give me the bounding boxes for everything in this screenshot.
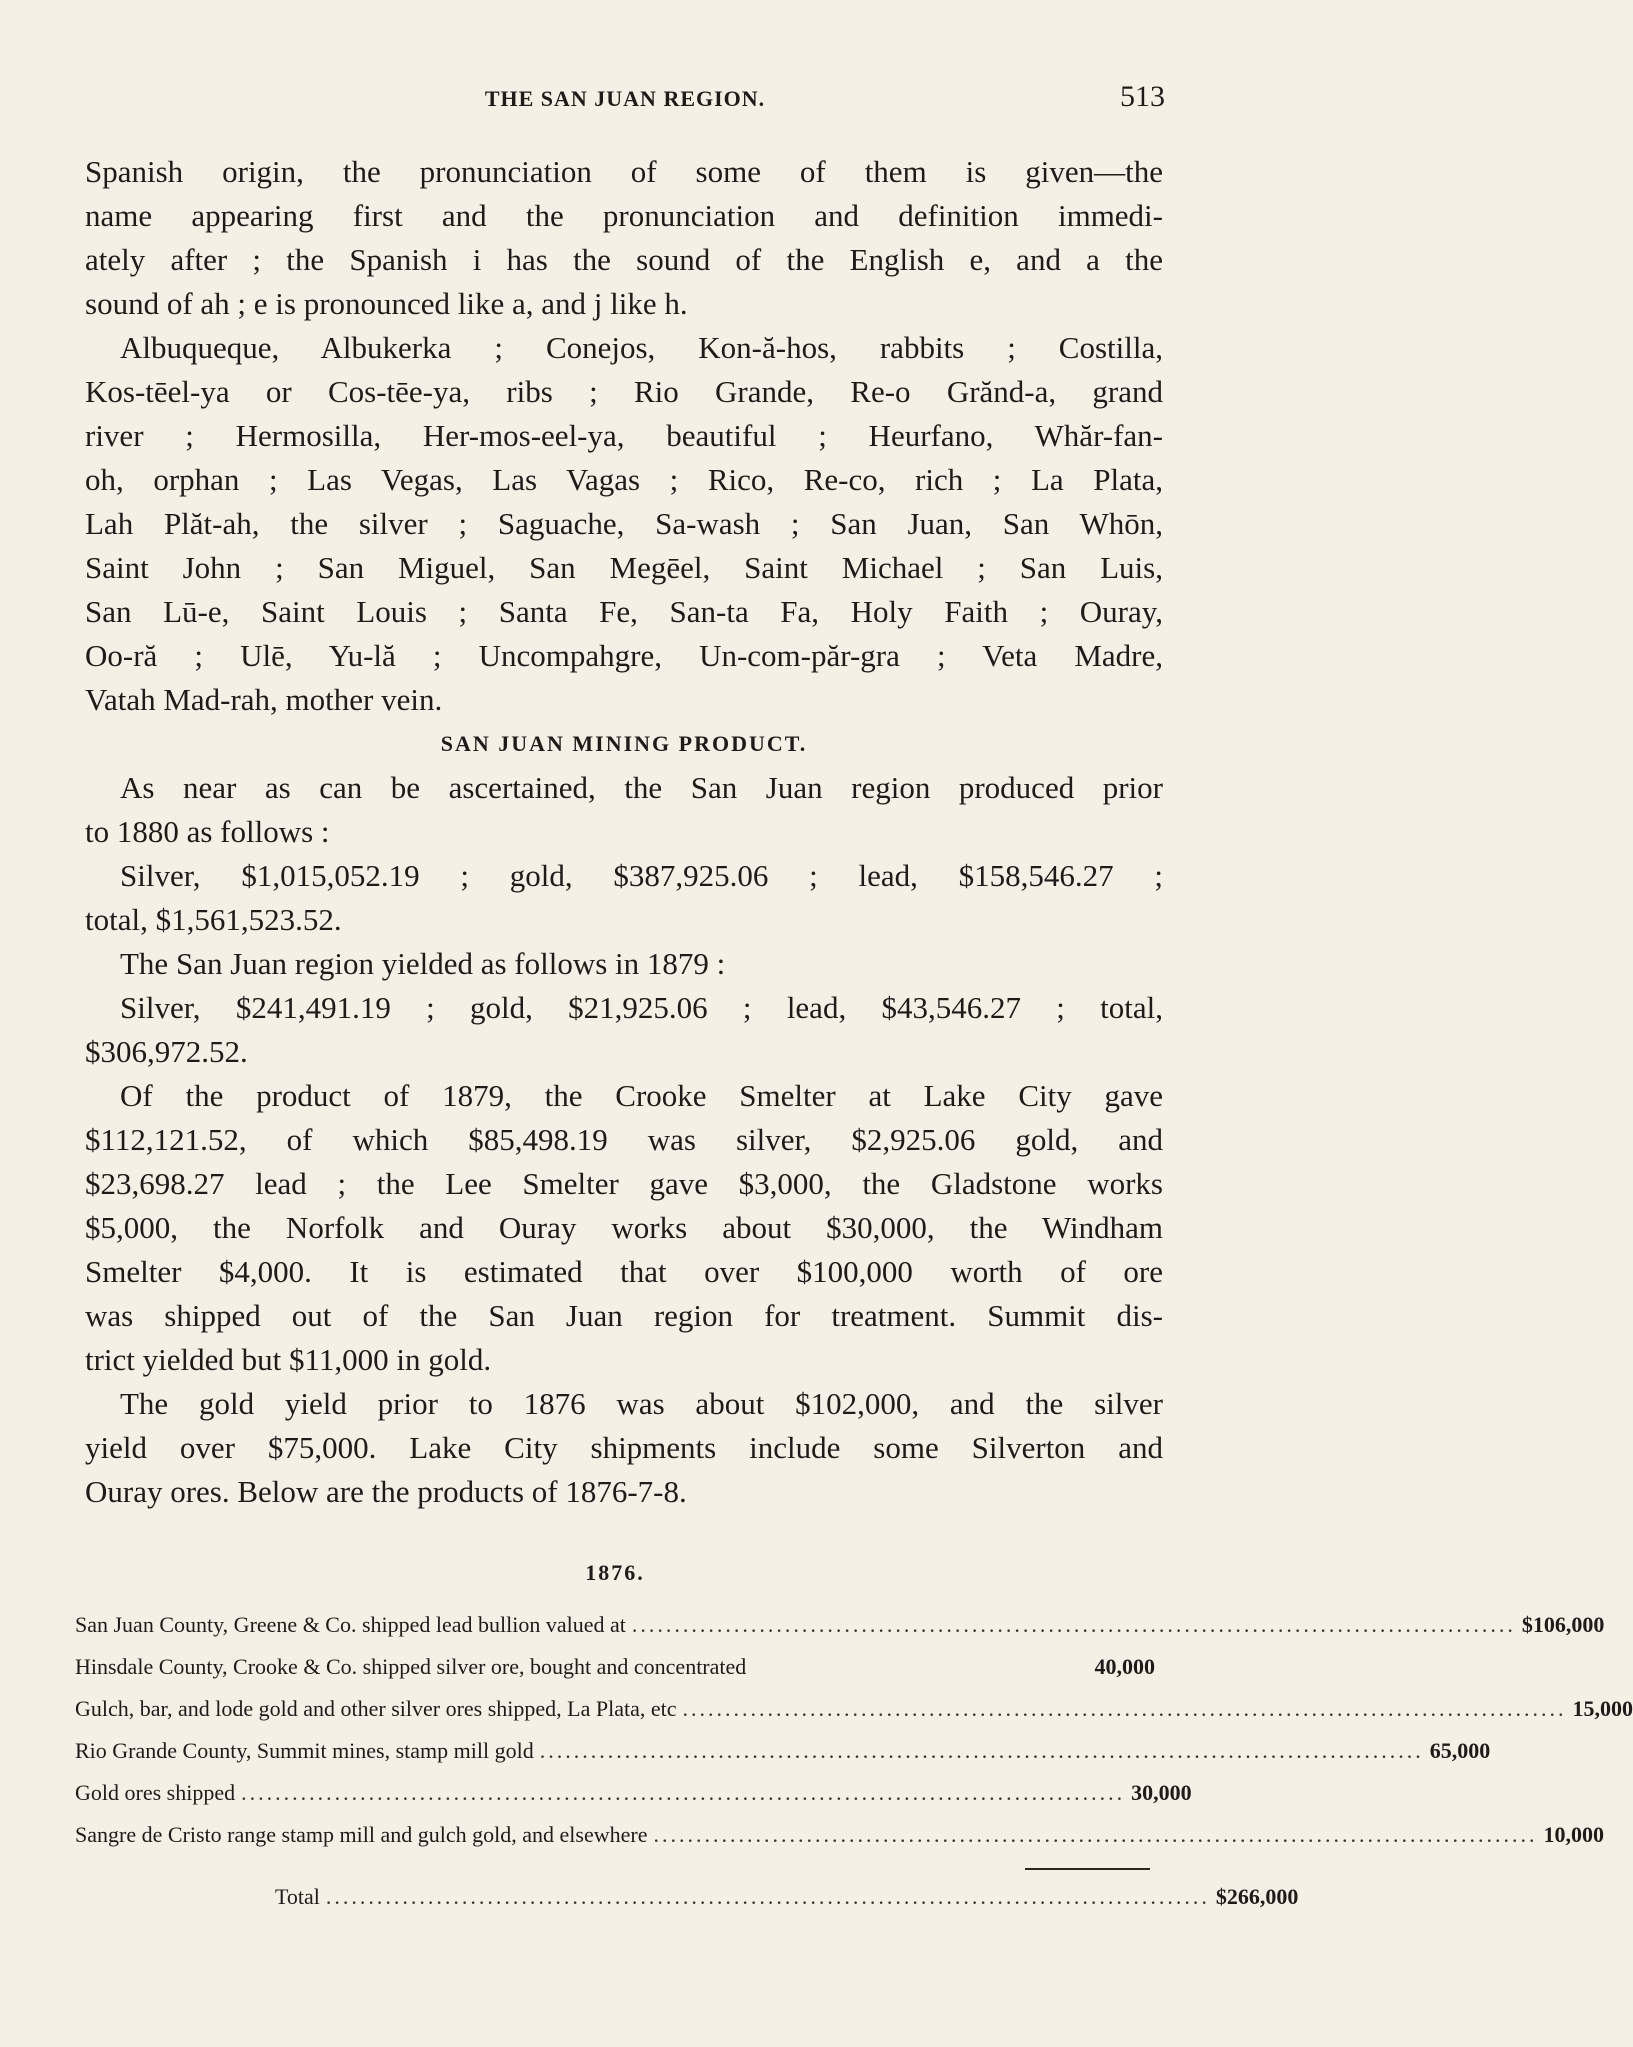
table-total-row: [75, 1884, 1299, 1926]
table-row: [75, 1654, 1155, 1696]
table-row: [75, 1738, 1491, 1780]
text-line: Of the product of 1879, the Crooke Smelter at Lake City gave: [120, 1078, 1163, 1113]
text-line: Smelter $4,000. It is estimated that over $100,000 worth of ore: [85, 1254, 1163, 1289]
dot-leader: ........................................................................................................: [325, 1884, 1210, 1909]
dot-leader: ........................................................................................................: [539, 1738, 1424, 1763]
running-title: THE SAN JUAN REGION.: [484, 86, 766, 111]
text-line: $112,121.52, of which $85,498.19 was silver, $2,925.06 gold, and: [85, 1122, 1163, 1157]
text-line: ately after ; the Spanish i has the sound of the English e, and a the: [85, 242, 1163, 277]
total-rule: [1025, 1868, 1150, 1870]
table-year-heading: 1876.: [585, 1560, 645, 1585]
row-label: San Juan County, Greene & Co. shipped lead bullion valued at: [75, 1612, 626, 1637]
dot-leader: ........................................................................................................: [653, 1822, 1538, 1847]
row-label: Hinsdale County, Crooke & Co. shipped silver ore, bought and concentrated: [75, 1654, 747, 1679]
text-line: Spanish origin, the pronunciation of some of them is given—the: [85, 154, 1163, 189]
row-label: Gold ores shipped: [75, 1780, 236, 1805]
text-line: $5,000, the Norfolk and Ouray works about $30,000, the Windham: [85, 1210, 1163, 1245]
total-label: Total: [275, 1884, 320, 1909]
text-line: $23,698.27 lead ; the Lee Smelter gave $3,000, the Gladstone works: [85, 1166, 1163, 1201]
text-line: Albuqueque, Albukerka ; Conejos, Kon-ă-hos, rabbits ; Costilla,: [120, 330, 1163, 365]
text-line: yield over $75,000. Lake City shipments include some Silverton and: [85, 1430, 1163, 1465]
dot-leader: ........................................................................................................: [631, 1612, 1516, 1637]
production-table: [75, 1560, 1633, 1926]
dot-leader: ........................................................................................................: [682, 1696, 1567, 1721]
body-text: [85, 150, 1163, 1514]
text-line: to 1880 as follows :: [85, 814, 330, 849]
table-row: [75, 1780, 1192, 1822]
text-line: sound of ah ; e is pronounced like a, and j like h.: [85, 286, 688, 321]
row-value: 30,000: [1131, 1780, 1192, 1805]
text-line: Silver, $241,491.19 ; gold, $21,925.06 ; lead, $43,546.27 ; total,: [120, 990, 1163, 1025]
row-value: 40,000: [1094, 1654, 1155, 1679]
row-value: $106,000: [1521, 1612, 1605, 1637]
page-number: 513: [1120, 80, 1165, 113]
text-line: river ; Hermosilla, Her-mos-eel-ya, beautiful ; Heurfano, Whăr-fan-: [85, 418, 1163, 453]
section-heading: SAN JUAN MINING PRODUCT.: [440, 731, 808, 756]
dot-leader: ........................................................................................................: [241, 1780, 1126, 1805]
text-line: total, $1,561,523.52.: [85, 902, 342, 937]
row-label: Gulch, bar, and lode gold and other silver ores shipped, La Plata, etc: [75, 1696, 677, 1721]
text-line: Lah Plăt-ah, the silver ; Saguache, Sa-wash ; San Juan, San Whōn,: [85, 506, 1163, 541]
row-value: 15,000: [1572, 1696, 1633, 1721]
text-line: San Lū-e, Saint Louis ; Santa Fe, San-ta Fa, Holy Faith ; Ouray,: [85, 594, 1163, 629]
text-line: $306,972.52.: [85, 1034, 248, 1069]
text-line: name appearing first and the pronunciation and definition immedi-: [85, 198, 1163, 233]
text-line: Saint John ; San Miguel, San Megēel, Saint Michael ; San Luis,: [85, 550, 1163, 585]
text-line: Vatah Mad-rah, mother vein.: [85, 682, 443, 717]
table-row: [75, 1612, 1605, 1654]
text-line: Ouray ores. Below are the products of 1876-7-8.: [85, 1474, 687, 1509]
row-label: Rio Grande County, Summit mines, stamp mill gold: [75, 1738, 534, 1763]
row-value: 10,000: [1543, 1822, 1604, 1847]
text-line: oh, orphan ; Las Vegas, Las Vagas ; Rico, Re-co, rich ; La Plata,: [85, 462, 1163, 497]
text-line: As near as can be ascertained, the San Juan region produced prior: [120, 770, 1163, 805]
row-label: Sangre de Cristo range stamp mill and gulch gold, and elsewhere: [75, 1822, 648, 1847]
text-line: Oo-ră ; Ulē, Yu-lă ; Uncompahgre, Un-com-păr-gra ; Veta Madre,: [85, 638, 1163, 673]
text-line: The San Juan region yielded as follows in 1879 :: [120, 946, 726, 981]
text-line: trict yielded but $11,000 in gold.: [85, 1342, 492, 1377]
text-line: Kos-tēel-ya or Cos-tēe-ya, ribs ; Rio Grande, Re-o Grănd-a, grand: [85, 374, 1163, 409]
total-value: $266,000: [1215, 1884, 1299, 1909]
text-line: The gold yield prior to 1876 was about $102,000, and the silver: [120, 1386, 1163, 1421]
table-row: [75, 1696, 1633, 1738]
row-value: 65,000: [1429, 1738, 1491, 1763]
text-line: was shipped out of the San Juan region for treatment. Summit dis-: [85, 1298, 1163, 1333]
table-row: [75, 1822, 1604, 1864]
text-line: Silver, $1,015,052.19 ; gold, $387,925.06 ; lead, $158,546.27 ;: [120, 858, 1163, 893]
running-head: [85, 78, 1165, 118]
